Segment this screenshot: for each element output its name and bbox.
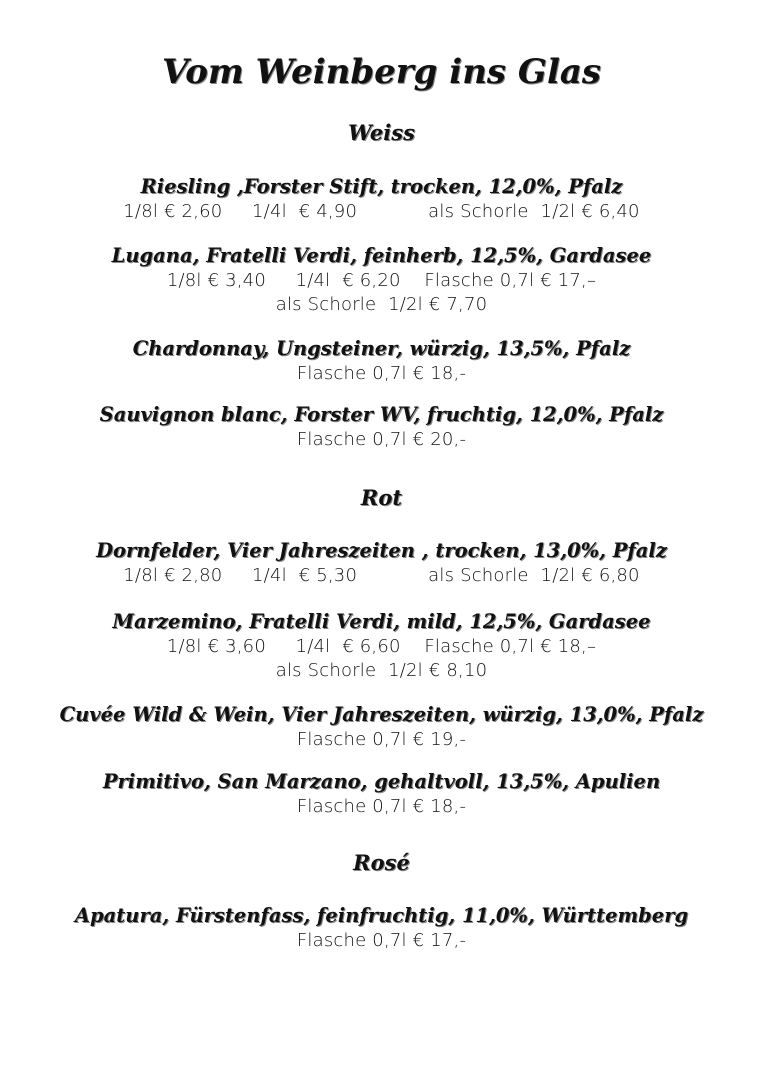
wine-price-line: Flasche 0,7l € 18,- (296, 796, 467, 817)
wine-price-line: Flasche 0,7l € 17,- (296, 930, 467, 951)
wine-name: Riesling ,Forster Stift, trocken, 12,0%, Pfalz (140, 175, 623, 198)
wine-price-line: als Schorle 1/2l € 8,10 (275, 660, 488, 681)
wine-name: Primitivo, San Marzano, gehaltvoll, 13,5%, Apulien (102, 770, 661, 793)
wine-name: Chardonnay, Ungsteiner, würzig, 13,5%, Pfalz (132, 337, 631, 360)
wine-price-line: 1/8l € 3,60 1/4l € 6,60 Flasche 0,7l € 18,– (166, 636, 597, 657)
wine-entry-cuvee-wild-wein (0, 702, 763, 752)
wine-name: Sauvignon blanc, Forster WV, fruchtig, 12,0%, Pfalz (99, 403, 664, 426)
wine-price-line: 1/8l € 2,60 1/4l € 4,90 als Schorle 1/2l € 6,40 (123, 201, 640, 222)
wine-price-line: Flasche 0,7l € 18,- (296, 363, 467, 384)
wine-entry-marzemino (0, 609, 763, 683)
wine-name: Lugana, Fratelli Verdi, feinherb, 12,5%, Gardasee (111, 244, 652, 267)
wine-name: Cuvée Wild & Wein, Vier Jahreszeiten, würzig, 13,0%, Pfalz (59, 703, 704, 726)
wine-price-line: 1/8l € 3,40 1/4l € 6,20 Flasche 0,7l € 17,– (166, 270, 597, 291)
wine-entry-apatura (0, 903, 763, 953)
wine-entry-lugana (0, 243, 763, 317)
wine-entry-primitivo (0, 769, 763, 819)
wine-entry-sauvignon-blanc (0, 402, 763, 452)
wine-name: Marzemino, Fratelli Verdi, mild, 12,5%, Gardasee (112, 610, 651, 633)
wine-name: Dornfelder, Vier Jahreszeiten , trocken, 13,0%, Pfalz (96, 539, 667, 562)
section-heading-rose: Rosé (353, 850, 410, 875)
wine-price-line: Flasche 0,7l € 20,- (296, 429, 467, 450)
wine-price-line: als Schorle 1/2l € 7,70 (275, 294, 488, 315)
page-title: Vom Weinberg ins Glas (161, 52, 602, 92)
section-heading-rot: Rot (360, 485, 403, 510)
wine-entry-riesling (0, 174, 763, 224)
wine-price-line: 1/8l € 2,80 1/4l € 5,30 als Schorle 1/2l € 6,80 (123, 565, 640, 586)
wine-price-line: Flasche 0,7l € 19,- (296, 729, 467, 750)
wine-entry-dornfelder (0, 538, 763, 588)
wine-entry-chardonnay (0, 336, 763, 386)
section-heading-weiss: Weiss (348, 120, 415, 145)
wine-name: Apatura, Fürstenfass, feinfruchtig, 11,0%, Württemberg (74, 904, 689, 927)
